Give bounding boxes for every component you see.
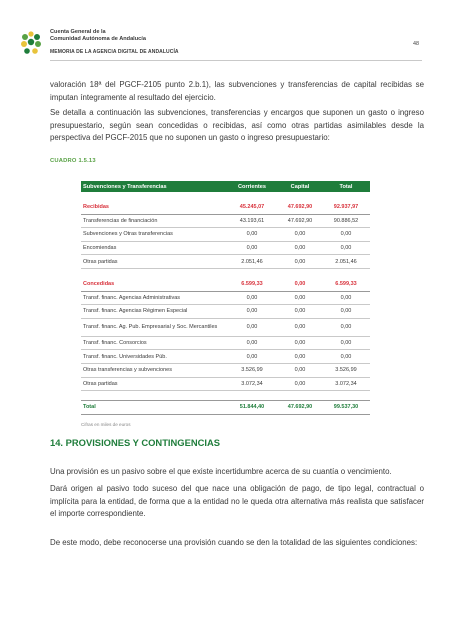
page-header <box>0 0 452 60</box>
table-row <box>81 291 370 305</box>
recibidas-row <box>81 201 370 214</box>
cell-value: 6.599,33 <box>226 278 278 291</box>
cell-value: 0,00 <box>322 228 370 242</box>
row-label: Otras transferencias y subvenciones <box>81 363 226 377</box>
cell-value: 0,00 <box>226 318 278 336</box>
table-row <box>81 318 370 336</box>
table-row <box>81 241 370 255</box>
row-label: Otras partidas <box>81 377 226 391</box>
row-label: Otras partidas <box>81 255 226 269</box>
cell-value: 2.051,46 <box>322 255 370 269</box>
cell-value: 0,00 <box>322 241 370 255</box>
cell-value: 0,00 <box>322 336 370 350</box>
cell-value: 0,00 <box>278 291 322 305</box>
cell-value: 3.526,99 <box>322 363 370 377</box>
header-cell: Capital <box>278 181 322 192</box>
row-label: Transferencias de financiación <box>81 214 226 228</box>
table-row <box>81 214 370 228</box>
cell-value: 0,00 <box>226 241 278 255</box>
cell-value: 0,00 <box>278 318 322 336</box>
body-paragraph-1: valoración 18ª del PGCF-2105 punto 2.b.1), las subvenciones y transferencias de capital recibidas se imputan íntegramente al resultado del ejercicio. <box>50 80 424 102</box>
cell-value: 99.537,30 <box>322 401 370 415</box>
table-row <box>81 228 370 242</box>
subvenciones-table <box>81 181 370 415</box>
table-row <box>81 336 370 350</box>
organization-name <box>50 29 146 43</box>
table-row <box>81 255 370 269</box>
cell-value: 0,00 <box>226 291 278 305</box>
org-line-2: Comunidad Autónoma de Andalucía <box>50 36 146 42</box>
cell-value: 43.193,61 <box>226 214 278 228</box>
table-header-row <box>81 181 370 192</box>
cell-value: 0,00 <box>322 318 370 336</box>
junta-andalucia-logo-icon <box>18 30 44 56</box>
table-row <box>81 363 370 377</box>
row-label: Transf. financ. Consorcios <box>81 336 226 350</box>
section-paragraph-1: Una provisión es un pasivo sobre el que existe incertidumbre acerca de su cuantía o vencimiento. <box>50 467 392 476</box>
page-number: 48 <box>413 41 419 47</box>
header-cell: Subvenciones y Transferencias <box>81 181 226 192</box>
header-divider <box>50 60 422 61</box>
cell-value: 47.692,90 <box>278 401 322 415</box>
cell-value: 0,00 <box>226 305 278 319</box>
cell-value: 0,00 <box>278 305 322 319</box>
cell-value: 0,00 <box>226 228 278 242</box>
cell-value: 0,00 <box>322 291 370 305</box>
header-cell: Corrientes <box>226 181 278 192</box>
row-label: Recibidas <box>81 201 226 214</box>
row-label: Subvenciones y Otras transferencias <box>81 228 226 242</box>
org-line-1: Cuenta General de la <box>50 29 106 35</box>
cell-value: 0,00 <box>278 363 322 377</box>
header-cell: Total <box>322 181 370 192</box>
cell-value: 92.937,97 <box>322 201 370 214</box>
cell-value: 0,00 <box>322 350 370 364</box>
row-label: Transf. financ. Agencias Régimen Especial <box>81 305 226 319</box>
body-paragraph-2: Se detalla a continuación las subvenciones, transferencias y encargos que suponen un gasto o ingreso presupuestario, según sean concedidas o recibidas, así como otras partidas asimilables desde la perspectiva del PGCF-2015 que no suponen un gasto o ingreso presupuestario: <box>50 108 424 143</box>
cell-value: 51.844,40 <box>226 401 278 415</box>
cell-value: 0,00 <box>278 278 322 291</box>
row-label: Transf. financ. Universidades Púb. <box>81 350 226 364</box>
table-row <box>81 350 370 364</box>
table-caption: CUADRO 1.5.13 <box>50 158 96 164</box>
cell-value: 0,00 <box>226 350 278 364</box>
spacer-row <box>81 268 370 278</box>
cell-value: 3.072,34 <box>322 377 370 391</box>
section-paragraph-3: De este modo, debe reconocerse una provisión cuando se den la totalidad de las siguientes condiciones: <box>50 538 418 547</box>
table-note: Cifras en miles de euros <box>81 422 131 427</box>
row-label: Total <box>81 401 226 415</box>
cell-value: 47.692,90 <box>278 214 322 228</box>
cell-value: 6.599,33 <box>322 278 370 291</box>
spacer-row <box>81 192 370 201</box>
spacer-row <box>81 391 370 401</box>
cell-value: 90.886,52 <box>322 214 370 228</box>
table-row <box>81 377 370 391</box>
cell-value: 47.692,90 <box>278 201 322 214</box>
section-paragraph-2: Dará origen al pasivo todo suceso del que nace una obligación de pago, de tipo legal, contractual o implícita para la entidad, de forma que a la entidad no le queda otra alternativa más realista que satisfacer el importe correspondiente. <box>50 484 424 519</box>
cell-value: 0,00 <box>226 336 278 350</box>
cell-value: 0,00 <box>278 241 322 255</box>
cell-value: 3.072,34 <box>226 377 278 391</box>
total-row <box>81 401 370 415</box>
section-title: 14. PROVISIONES Y CONTINGENCIAS <box>50 437 221 448</box>
cell-value: 3.526,99 <box>226 363 278 377</box>
row-label: Encomiendas <box>81 241 226 255</box>
concedidas-row <box>81 278 370 291</box>
cell-value: 2.051,46 <box>226 255 278 269</box>
section-heading: MEMORIA DE LA AGENCIA DIGITAL DE ANDALUCÍA <box>50 49 179 55</box>
cell-value: 0,00 <box>322 305 370 319</box>
cell-value: 0,00 <box>278 336 322 350</box>
row-label: Concedidas <box>81 278 226 291</box>
cell-value: 0,00 <box>278 350 322 364</box>
row-label: Transf. financ. Ag. Pub. Empresarial y Soc. Mercantiles <box>81 318 226 336</box>
cell-value: 0,00 <box>278 255 322 269</box>
cell-value: 0,00 <box>278 228 322 242</box>
table-row <box>81 305 370 319</box>
cell-value: 45.245,07 <box>226 201 278 214</box>
cell-value: 0,00 <box>278 377 322 391</box>
row-label: Transf. financ. Agencias Administrativas <box>81 291 226 305</box>
